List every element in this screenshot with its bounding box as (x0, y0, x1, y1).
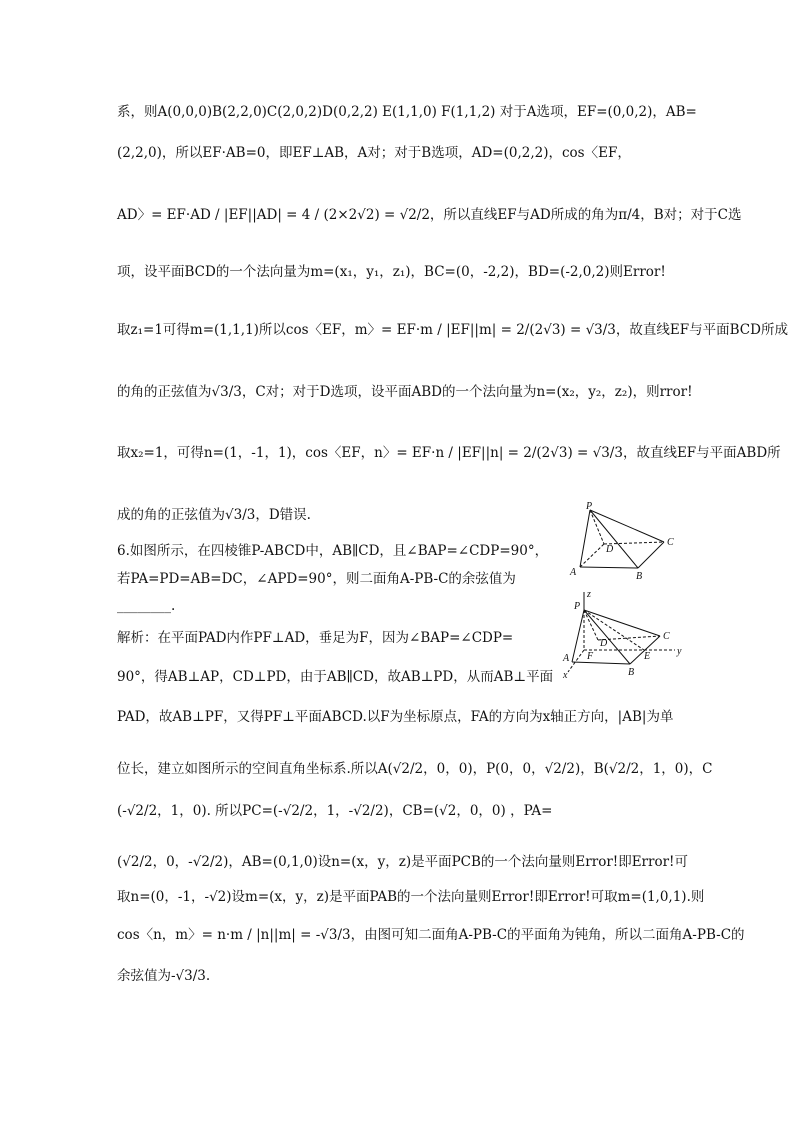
label-E: E (644, 651, 651, 662)
label-D: D (600, 638, 608, 649)
text-line-12: 解析：在平面PAD内作PF⊥AD，垂足为F，因为∠BAP=∠CDP= (117, 630, 514, 646)
text-line-7: 取x₂=1，可得n=(1，-1，1)，cos〈EF，n〉= EF·n / |EF||n| = 2/(2√3) = √3/3，故直线EF与平面ABD所 (117, 445, 781, 461)
text-line-6: 的角的正弦值为√3/3，C对；对于D选项，设平面ABD的一个法向量为n=(x₂，y₂，z₂)，则rror! (117, 384, 693, 400)
label-B: B (636, 571, 643, 582)
label-D: D (606, 544, 614, 555)
label-P: P (574, 601, 581, 612)
label-y: y (677, 646, 682, 657)
label-B: B (628, 667, 635, 678)
text-line-3: AD〉= EF·AD / |EF||AD| = 4 / (2×2√2) = √2/2，所以直线EF与AD所成的角为π/4，B对；对于C选 (117, 207, 742, 223)
text-line-5: 取z₁=1可得m=(1,1,1)所以cos〈EF，m〉= EF·m / |EF||m| = 2/(2√3) = √3/3，故直线EF与平面BCD所成 (117, 322, 788, 338)
text-line-11: ________. (117, 598, 176, 614)
text-line-16: (-√2/2，1，0). 所以PC=(-√2/2，1，-√2/2)，CB=(√2，0，0) ，PA= (117, 803, 553, 819)
text-line-1: 系，则A(0,0,0)B(2,2,0)C(2,0,2)D(0,2,2) E(1,1,0) F(1,1,2) 对于A选项，EF=(0,0,2)，AB= (117, 104, 697, 120)
text-line-2: (2,2,0)，所以EF·AB=0，即EF⊥AB，A对；对于B选项，AD=(0,2,2)，cos〈EF， (117, 145, 631, 161)
label-C: C (663, 631, 670, 642)
label-A: A (563, 653, 570, 664)
text-line-9: 6.如图所示，在四棱锥P-ABCD中，AB∥CD，且∠BAP=∠CDP=90°， (117, 543, 549, 559)
label-P: P (586, 501, 593, 512)
text-line-19: cos〈n，m〉= n·m / |n||m| = -√3/3，由图可知二面角A-PB-C的平面角为钝角，所以二面角A-PB-C的 (117, 927, 745, 943)
label-C: C (667, 537, 674, 548)
text-line-17: (√2/2，0，-√2/2)，AB=(0,1,0)设n=(x，y，z)是平面PCB的一个法向量则Error!即Error!可 (117, 854, 688, 870)
text-line-4: 项，设平面BCD的一个法向量为m=(x₁，y₁，z₁)，BC=(0，-2,2)，BD=(-2,0,2)则Error! (117, 264, 666, 280)
label-A: A (570, 567, 577, 578)
text-line-10: 若PA=PD=AB=DC，∠APD=90°，则二面角A-PB-C的余弦值为 (117, 571, 516, 587)
text-line-15: 位长，建立如图所示的空间直角坐标系.所以A(√2/2，0，0)，P(0，0，√2/2)，B(√2/2，1，0)，C (117, 761, 713, 777)
label-x: x (563, 670, 568, 680)
text-line-13: 90°，得AB⊥AP，CD⊥PD，由于AB∥CD，故AB⊥PD，从而AB⊥平面 (117, 669, 554, 685)
pyramid-figure (566, 500, 686, 585)
text-line-14: PAD，故AB⊥PF，又得PF⊥平面ABCD.以F为坐标原点，FA的方向为x轴正方向，|AB|为单 (117, 709, 674, 725)
label-z: z (587, 589, 591, 600)
text-line-8: 成的角的正弦值为√3/3，D错误. (117, 507, 311, 523)
text-line-18: 取n=(0，-1，-√2)设m=(x，y，z)是平面PAB的一个法向量则Error!即Error!可取m=(1,0,1).则 (117, 889, 705, 905)
text-line-20: 余弦值为-√3/3. (117, 968, 211, 984)
label-F: F (587, 651, 594, 662)
coordinate-pyramid-figure (560, 588, 685, 680)
